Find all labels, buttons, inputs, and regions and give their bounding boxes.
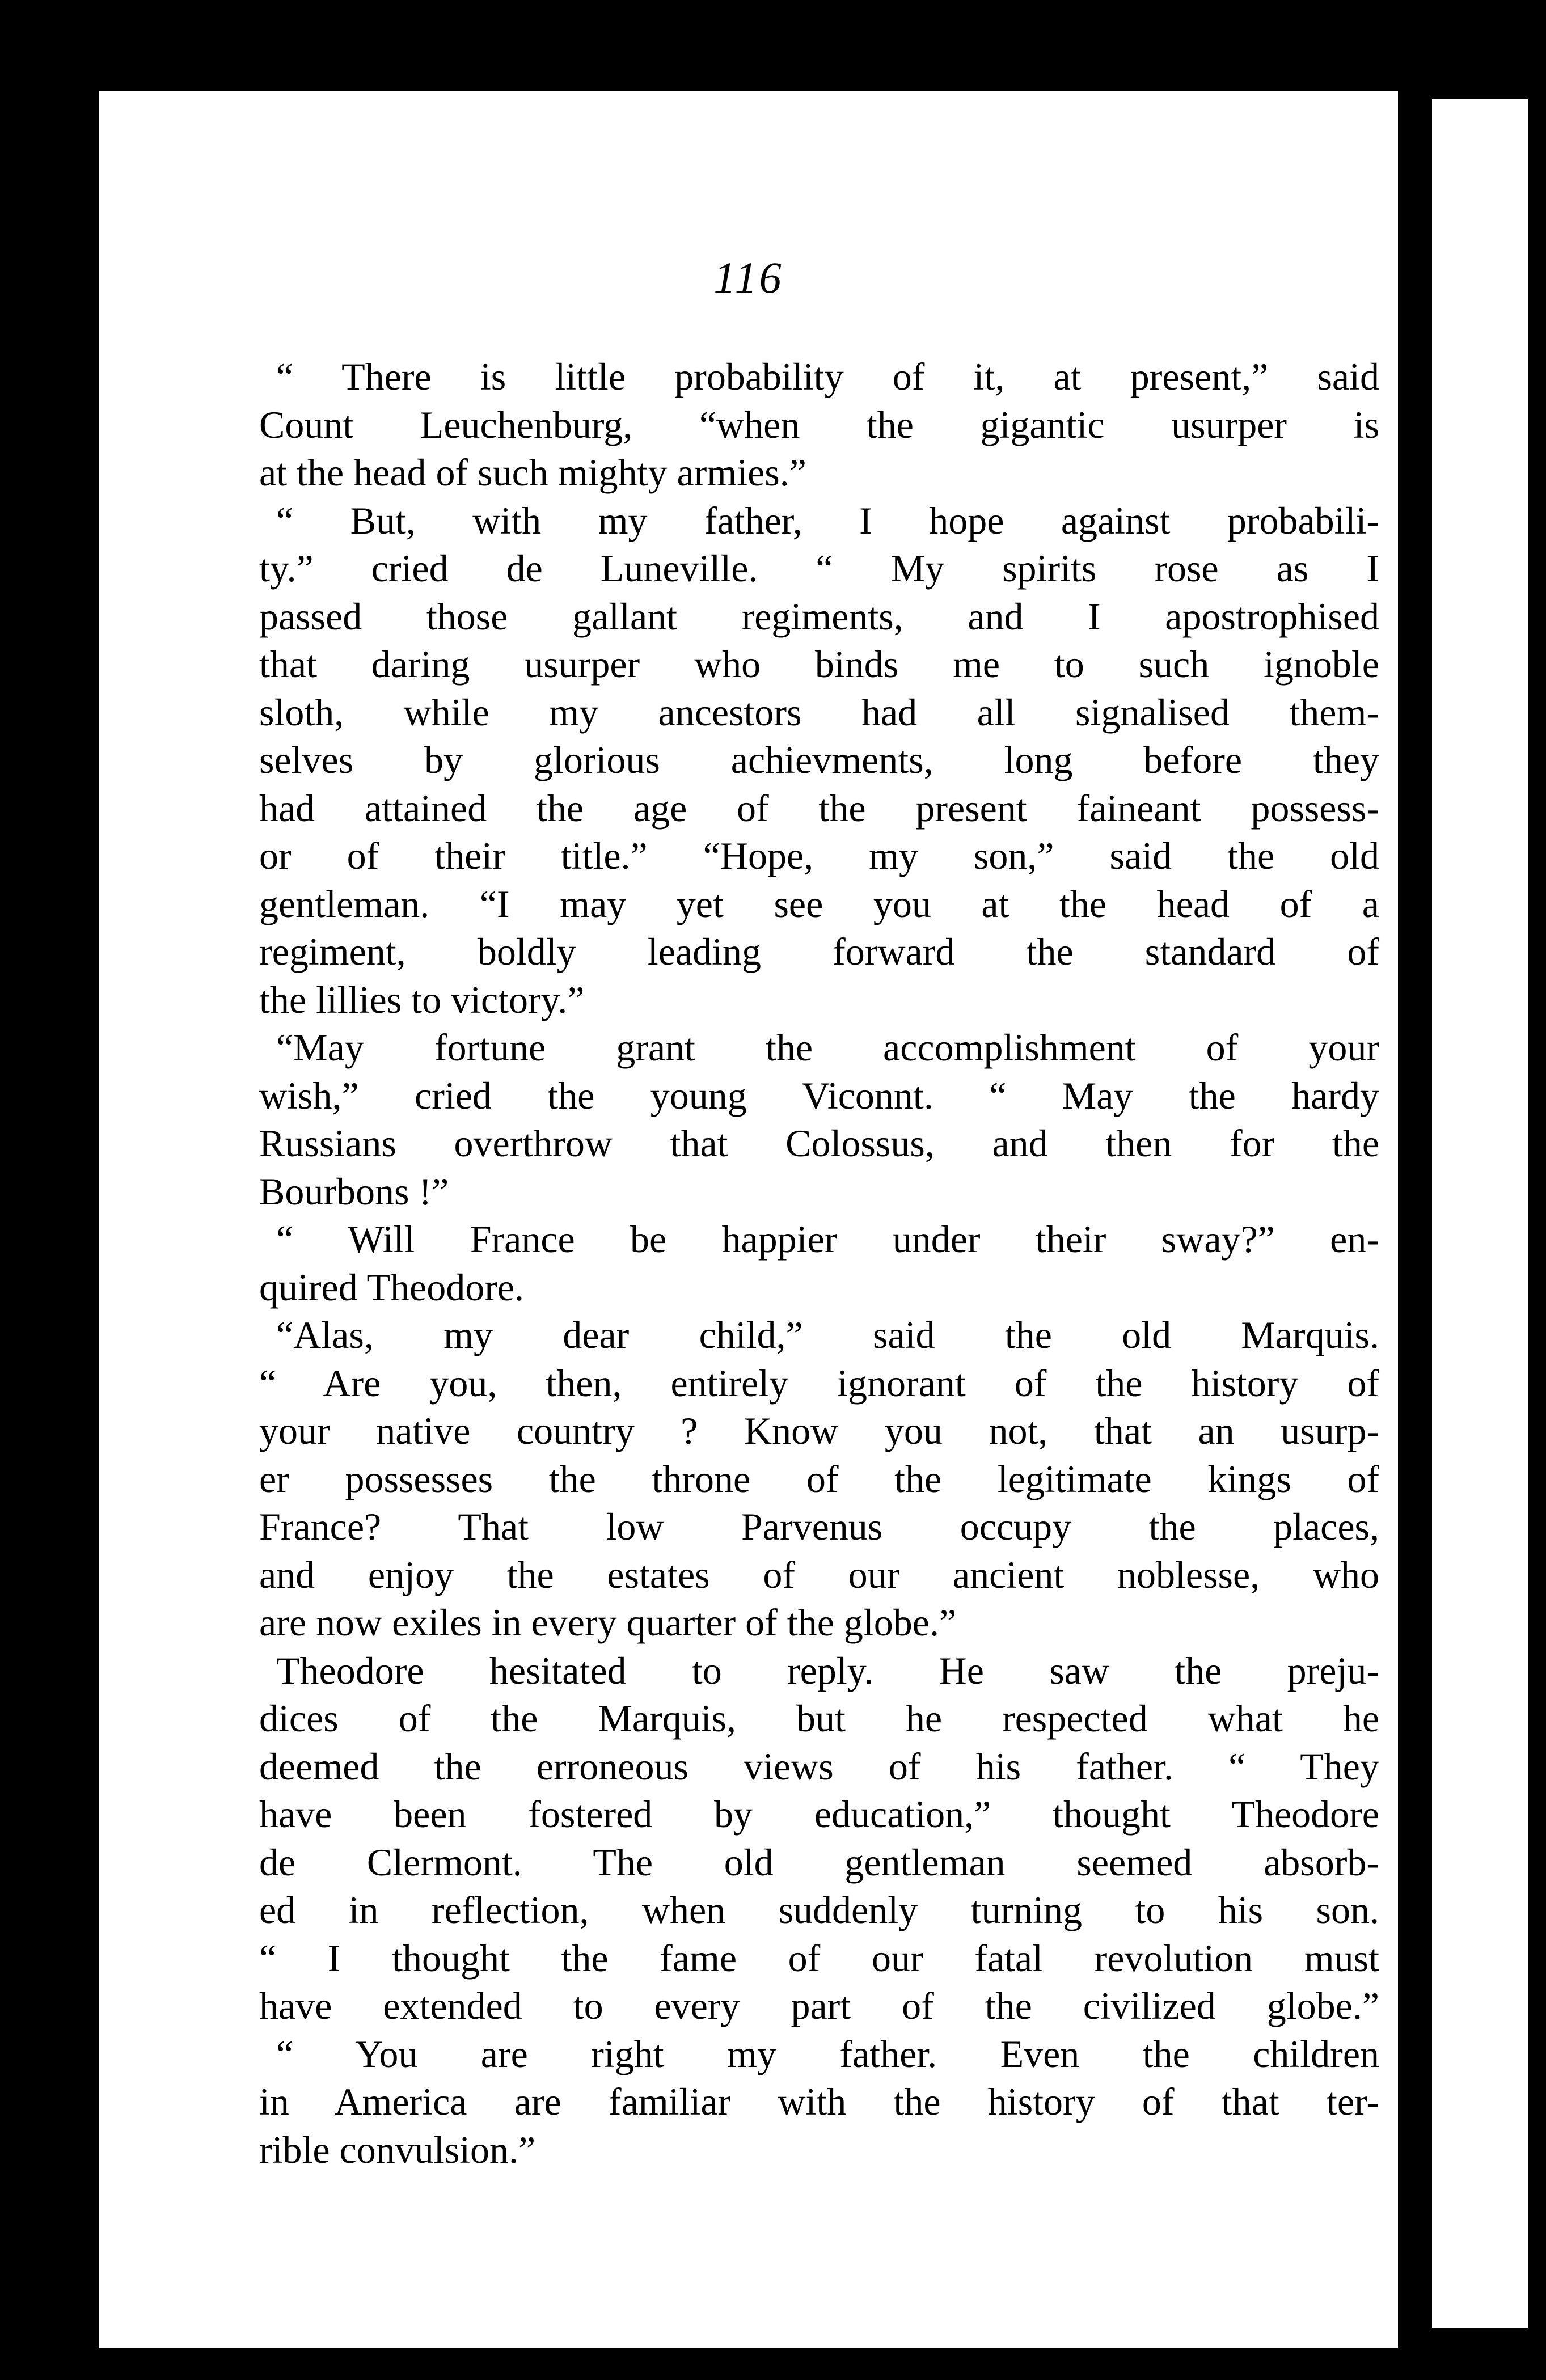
text-line: “May fortune grant the accomplishment of your	[276, 1026, 1379, 1069]
text-line: deemed the erroneous views of his father. “ They	[259, 1744, 1379, 1788]
book-page	[99, 91, 1398, 2348]
text-line: regiment, boldly leading forward the standard of	[259, 930, 1379, 973]
text-line: have been fostered by education,” thought Theodore	[259, 1793, 1379, 1836]
text-line: or of their title.” “Hope, my son,” said the old	[259, 834, 1379, 877]
text-line: “ There is little probability of it, at present,” said	[276, 355, 1379, 398]
text-line: have extended to every part of the civilized globe.”	[259, 1984, 1379, 2027]
text-line: at the head of such mighty armies.”	[259, 451, 806, 494]
text-line: passed those gallant regiments, and I apostrophised	[259, 594, 1379, 638]
text-line: de Clermont. The old gentleman seemed absorb-	[259, 1840, 1379, 1884]
text-line: your native country ? Know you not, that an usurp-	[259, 1409, 1379, 1452]
text-line: the lillies to victory.”	[259, 978, 585, 1021]
text-line: Theodore hesitated to reply. He saw the preju-	[276, 1648, 1379, 1692]
text-line: France? That low Parvenus occupy the places,	[259, 1505, 1379, 1548]
text-line: rible convulsion.”	[259, 2128, 536, 2171]
text-line: quired Theodore.	[259, 1265, 525, 1309]
text-line: Count Leuchenburg, “when the gigantic usurper is	[259, 403, 1379, 446]
text-line: Bourbons !”	[259, 1169, 449, 1213]
text-line: “ I thought the fame of our fatal revolution must	[259, 1936, 1379, 1980]
text-line: are now exiles in every quarter of the globe.”	[259, 1601, 957, 1644]
text-line: had attained the age of the present faineant possess-	[259, 786, 1379, 830]
facing-page-edge	[1432, 99, 1528, 2328]
text-line: and enjoy the estates of our ancient noblesse, who	[259, 1553, 1379, 1596]
text-line: “ You are right my father. Even the children	[276, 2032, 1379, 2075]
text-line: ty.” cried de Luneville. “ My spirits rose as I	[259, 547, 1379, 590]
body-text	[259, 353, 1379, 2174]
text-line: in America are familiar with the history of that ter-	[259, 2080, 1379, 2123]
text-line: selves by glorious achievments, long before they	[259, 738, 1379, 781]
text-line: dices of the Marquis, but he respected what he	[259, 1697, 1379, 1740]
text-line: Russians overthrow that Colossus, and then for the	[259, 1122, 1379, 1165]
text-line: er possesses the throne of the legitimate kings of	[259, 1457, 1379, 1500]
text-line: ed in reflection, when suddenly turning to his son.	[259, 1888, 1379, 1931]
text-line: that daring usurper who binds me to such ignoble	[259, 642, 1379, 686]
text-line: “Alas, my dear child,” said the old Marquis.	[276, 1313, 1379, 1356]
text-line: wish,” cried the young Viconnt. “ May the hardy	[259, 1073, 1379, 1117]
text-line: “ Are you, then, entirely ignorant of the history of	[259, 1361, 1379, 1405]
text-line: gentleman. “I may yet see you at the head of a	[259, 882, 1379, 925]
text-line: sloth, while my ancestors had all signalised them-	[259, 690, 1379, 734]
text-line: “ But, with my father, I hope against probabili-	[276, 498, 1379, 542]
text-line: “ Will France be happier under their sway?” en-	[276, 1218, 1379, 1261]
page-number: 116	[713, 253, 784, 302]
